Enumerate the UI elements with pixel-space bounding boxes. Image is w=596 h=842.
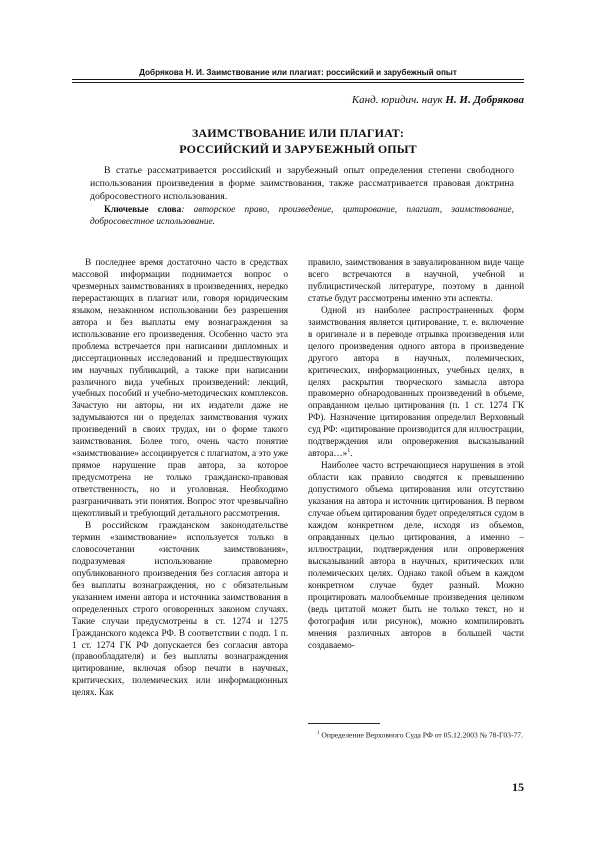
footnote-mark: 1 <box>317 731 320 736</box>
keywords-text: : авторское право, произведение, цитирование, плагиат, заимствование, добросовестное использование. <box>90 205 514 228</box>
paragraph-end: . <box>350 449 353 460</box>
header-rule-thin <box>72 82 524 83</box>
author-degree: Канд. юридич. наук <box>351 94 443 106</box>
paragraph <box>308 306 524 461</box>
footnote-rule <box>308 723 380 724</box>
keywords-label: Ключевые слова <box>104 205 182 215</box>
author-name: Н. И. Добрякова <box>445 94 524 106</box>
footnote <box>308 729 524 741</box>
footnote-text: Определение Верховного Суда РФ от 05.12.2003 № 78-Г03-77. <box>319 730 523 740</box>
abstract: В статье рассматривается российский и зарубежный опыт определения степени свободного использования произведения в форме заимствования, также рассматривается правовая доктрина добросовестного использования. <box>90 165 514 202</box>
article-title-line-1: ЗАИМСТВОВАНИЕ ИЛИ ПЛАГИАТ: <box>192 126 404 140</box>
author-line <box>352 94 524 106</box>
paragraph: Наиболее часто встречающиеся нарушения в этой области как правило сводятся к превышению допустимого объема цитирования или отсутствию указания на автора и источник цитирования. В первом случае объем цитирования будет определяться судом в каждом конкретном деле, исходя из объемов, оправданных целью цитирования, а именно – иллюстрации, подтверждения или опровержения высказываний автора в научных, критических или полемических целях. Однако такой объем в каждом конкретном случае будет разный. Можно процитировать малообъемные произведения целиком (ведь цитатой может быть не только текст, но и фотография или рисунок), можно компилировать мнения различных авторов в большей части создаваемо- <box>308 461 524 651</box>
article-title-line-2: РОССИЙСКИЙ И ЗАРУБЕЖНЫЙ ОПЫТ <box>179 142 417 156</box>
keywords <box>90 204 514 228</box>
paragraph: В российском гражданском законодательстве термин «заимствование» используется только в словосочетании «источник заимствования», подразумевая использование правомерно опубликованного произведения без согласия автора и без выплаты вознаграждения, но с обязательным указанием имени автора и источника заимствования в определенных строго оговоренных законом случаях. Такие случаи предусмотрены в ст. 1274 и 1275 Гражданского кодекса РФ. В соответствии с подп. 1 п. 1 ст. 1274 ГК РФ допускается без согласия автора (правообладателя) и без выплаты вознаграждения цитирование, включая обзор печати в научных, критических, полемических или информационных целях. Как <box>72 520 288 699</box>
running-header-title: Добрякова Н. И. Заимствование или плагиат: российский и зарубежный опыт <box>139 68 457 77</box>
header-rule-thick <box>72 79 524 80</box>
body-column-right <box>308 258 524 652</box>
page-number: 15 <box>512 780 524 794</box>
footnote-reference[interactable]: 1 <box>347 448 351 455</box>
paragraph-continued: правило, заимствования в завуалированном виде чаще всего встречаются в научной, учебной и публицистической литературе, поэтому в данной статье будут рассмотрены именно эти аспекты. <box>308 258 524 304</box>
article-title <box>72 125 524 157</box>
body-column-left <box>72 258 288 700</box>
paragraph-text: Одной из наиболее распространенных форм заимствования является цитирование, т. е. включение в оригинале и в переводе отрывка произведения или целого произведения одного автора в произведение другого автора в научных, полемических, критических, информационных, учебных целях, в целях раскрытия творческого замысла автора правомерно обнародованных произведений в объеме, оправданном целью цитирования (п. 1 ст. 1274 ГК РФ). Назначение цитирования определил Верховный суд РФ: «цитирование производится для иллюстрации, подтверждения или опровержения высказываний автора…» <box>308 305 524 460</box>
paragraph: В последнее время достаточно часто в средствах массовой информации поднимается вопрос о чрезмерных заимствованиях в произведениях, нередко перерастающих в плагиат или, говоря юридическим языком, незаконном использовании без разрешения автора и без выплаты ему вознаграждения за использование его произведения. Особенно часто эта проблема встречается при написании дипломных и диссертационных исследований и предшествующих им научных публикаций, а также при написании различного вида учебных произведений: лекций, учебных пособий и учебно-методических комплексов. Зачастую ни авторы, ни их издатели даже не задумываются ни о пределах заимствования чужих произведений в своих трудах, ни о форме такого заимствования. Более того, очень часто понятие «заимствование» ассоциируется с плагиатом, а это уже прямое нарушение прав автора, за которое предусмотрена не только гражданско-правовая ответственность, но и уголовная. Необходимо разграничивать эти понятия. Вопрос этот чрезвычайно щекотливый и требующий детального рассмотрения. <box>72 258 288 520</box>
